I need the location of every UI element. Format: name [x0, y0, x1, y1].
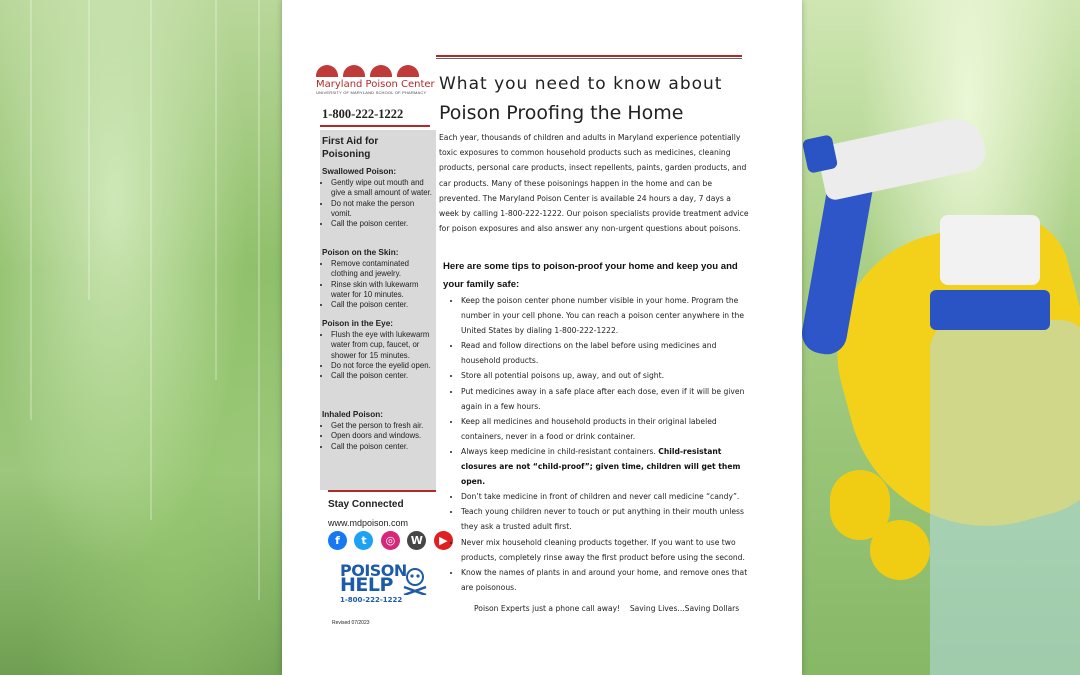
- footer-tagline: Poison Experts just a phone call away! Saving Lives...Saving Dollars: [474, 604, 740, 613]
- social-icons: [328, 531, 456, 551]
- poison-help-wordmark: [340, 561, 407, 596]
- section-heading: Poison on the Skin:: [322, 248, 399, 257]
- rain-streak: [258, 0, 260, 600]
- instagram-icon[interactable]: ◎: [381, 531, 400, 550]
- tip-item: • Don’t take medicine in front of children and never call medicine “candy”.: [461, 489, 752, 504]
- first-aid-skin: [322, 248, 434, 310]
- page-title: Poison Proofing the Home: [439, 102, 684, 124]
- list-item: • Gently wipe out mouth and give a small amount of water.: [331, 178, 434, 198]
- stay-connected-title: Stay Connected: [328, 499, 404, 510]
- poison-help-logo: [340, 563, 432, 607]
- list-item: • Call the poison center.: [331, 442, 434, 452]
- youtube-icon[interactable]: ▶: [434, 531, 453, 550]
- rain-streak: [150, 0, 152, 520]
- poison-help-number: 1-800-222-1222: [340, 596, 403, 604]
- sidebar-title: First Aid for Poisoning: [322, 136, 379, 160]
- first-aid-eye: [322, 319, 434, 381]
- spray-collar: [930, 290, 1050, 330]
- facebook-icon[interactable]: f: [328, 531, 347, 550]
- section-heading: Poison in the Eye:: [322, 319, 393, 328]
- tip-item: • Read and follow directions on the label before using medicines and household products.: [461, 338, 752, 368]
- list-item: • Call the poison center.: [331, 371, 434, 381]
- rain-streak: [215, 0, 217, 380]
- intro-paragraph: Each year, thousands of children and adults in Maryland experience potentially toxic exposures to common household products such as medicines, cleaning products, personal care products, insect repellents, paints, garden products, and car products. Many of these poisonings happen in the home and can be prevented. The Maryland Poison Center is available 24 hours a day, 7 days a week by calling 1-800-222-1222. Our poison specialists provide treatment advice for poison exposures and also answer any non-urgent questions about poisons.: [439, 133, 749, 234]
- list-item: • Do not make the person vomit.: [331, 199, 434, 219]
- spray-head: [816, 113, 989, 201]
- rain-streak: [88, 0, 90, 300]
- list-item: • Rinse skin with lukewarm water for 10 minutes.: [331, 280, 434, 300]
- header-rule: [436, 55, 742, 57]
- skull-crossbones-icon: [400, 565, 430, 595]
- wordpress-icon[interactable]: W: [407, 531, 426, 550]
- list-item: • Get the person to fresh air.: [331, 421, 434, 431]
- tip-item: • Never mix household cleaning products together. If you want to use two products, completely rinse away the first product before using the second.: [461, 535, 752, 565]
- tip-item: • Teach young children never to touch or put anything in their mouth unless they ask a trusted adult first.: [461, 504, 752, 534]
- first-aid-swallowed: [322, 167, 434, 229]
- background-spray-bottle-photo: [800, 0, 1080, 675]
- tip-text: Always keep medicine in child-resistant containers.: [461, 446, 659, 456]
- spray-bottle-body: [930, 320, 1080, 675]
- poison-help-line2: HELP: [340, 574, 393, 596]
- list-item: • Flush the eye with lukewarm water from cup, faucet, or shower for 15 minutes.: [331, 330, 434, 361]
- stay-connected-rule: [328, 490, 436, 492]
- glove-finger: [870, 520, 930, 580]
- revised-date: Revised 07/2023: [332, 620, 370, 626]
- first-aid-inhaled: [322, 410, 434, 452]
- list-item: • Remove contaminated clothing and jewelry.: [331, 259, 434, 279]
- spray-nozzle: [802, 134, 838, 173]
- section-heading: Inhaled Poison:: [322, 410, 383, 419]
- tip-item: • Keep the poison center phone number visible in your home. Program the number in your cell phone. You can reach a poison center anywhere in the United States by dialing 1-800-222-1222.: [461, 293, 752, 338]
- logo-subtitle: UNIVERSITY OF MARYLAND SCHOOL OF PHARMACY: [316, 90, 427, 95]
- tip-item-child-resistant: [461, 444, 752, 489]
- twitter-icon[interactable]: t: [354, 531, 373, 550]
- tip-item: • Know the names of plants in and around your home, and remove ones that are poisonous.: [461, 565, 752, 595]
- heading-what-you-need: What you need to know about: [439, 74, 723, 94]
- website-link[interactable]: www.mdpoison.com: [328, 518, 409, 528]
- list-item: • Call the poison center.: [331, 300, 434, 310]
- list-item: • Call the poison center.: [331, 219, 434, 229]
- tips-heading: Here are some tips to poison-proof your home and keep you and your family safe:: [443, 261, 738, 290]
- list-item: • Do not force the eyelid open.: [331, 361, 434, 371]
- phone-number: 1-800-222-1222: [322, 107, 404, 121]
- header-rule-thin: [436, 58, 742, 59]
- logo-name: Maryland Poison Center: [316, 79, 435, 90]
- tips-list: [452, 293, 752, 595]
- list-item: • Open doors and windows.: [331, 431, 434, 441]
- tip-emphasis: Child-resistant closures are not “child-proof”; given time, children will get them open.: [461, 446, 741, 487]
- sidebar-top-rule: [320, 125, 430, 127]
- section-heading: Swallowed Poison:: [322, 167, 397, 176]
- tip-item: • Keep all medicines and household products in their original labeled containers, never in a food or drink container.: [461, 414, 752, 444]
- tip-item: • Store all potential poisons up, away, and out of sight.: [461, 368, 752, 383]
- rain-streak: [30, 0, 32, 420]
- logo-mark: [316, 64, 428, 78]
- tip-item: • Put medicines away in a safe place after each dose, even if it will be given again in a few hours.: [461, 384, 752, 414]
- poison-help-line1: POISON: [340, 561, 407, 580]
- flyer-document: [282, 0, 802, 675]
- background-rain-glass-left: [0, 0, 285, 675]
- spray-cap: [940, 215, 1040, 285]
